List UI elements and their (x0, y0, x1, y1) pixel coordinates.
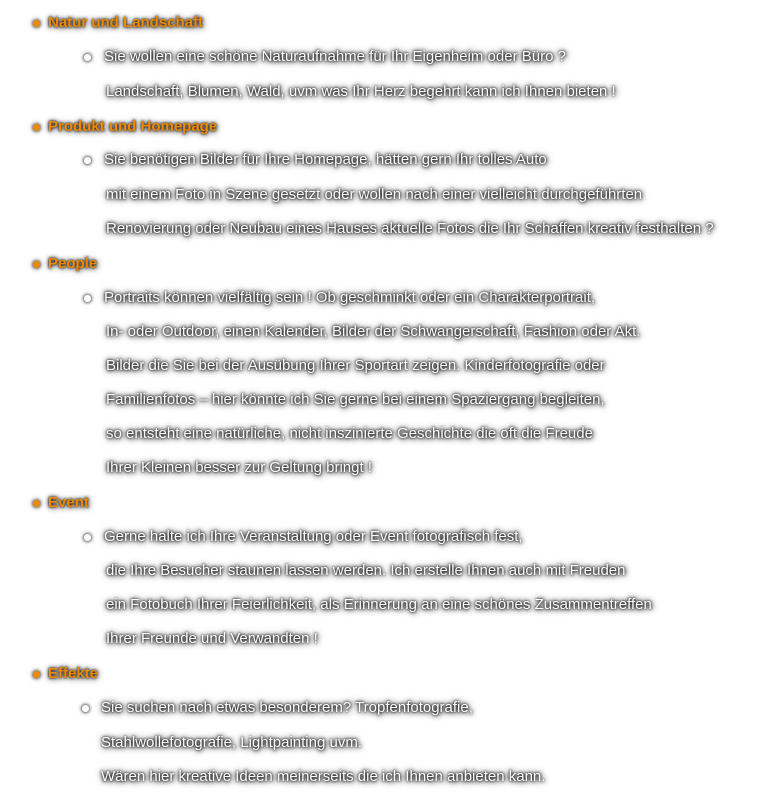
text-line: Gerne halte ich Ihre Veranstaltung oder Event fotografisch fest, (104, 528, 523, 545)
text-line: die Ihre Besucher staunen lassen werden. Ich erstelle Ihnen auch mit Freuden (106, 562, 626, 579)
sub-bullet (82, 705, 89, 712)
text-line: Wären hier kreative Ideen meinerseits die ich Ihnen anbieten kann. (101, 768, 546, 785)
section-heading-natur: Natur und Landschaft (48, 14, 204, 31)
text-line: In- oder Outdoor, einen Kalender, Bilder der Schwangerschaft, Fashion oder Akt. (106, 323, 641, 340)
section-bullet (33, 261, 40, 268)
section-heading-effekte: Effekte (48, 665, 99, 682)
text-line: Portraits können vielfältig sein ! Ob geschminkt oder ein Charakterportrait, (104, 289, 596, 306)
sub-bullet (84, 295, 91, 302)
text-line: Sie benötigen Bilder für Ihre Homepage, hätten gern Ihr tolles Auto (104, 151, 547, 168)
text-line: mit einem Foto in Szene gesetzt oder wollen nach einer vielleicht durchgeführten (106, 186, 643, 203)
text-line: Sie wollen eine schöne Naturaufnahme für Ihr Eigenheim oder Büro ? (104, 48, 566, 65)
section-heading-people: People (48, 255, 98, 272)
text-line: ein Fotobuch Ihrer Feierlichkeit, als Erinnerung an eine schönes Zusammentreffen (106, 596, 652, 613)
text-line: so entsteht eine natürliche, nicht inszinierte Geschichte die oft die Freude (106, 425, 593, 442)
section-bullet (33, 500, 40, 507)
text-line: Landschaft, Blumen, Wald, uvm was Ihr Herz begehrt kann ich Ihnen bieten ! (106, 83, 616, 100)
text-line: Stahlwollefotografie, Lightpainting uvm. (101, 734, 362, 751)
text-line: Ihrer Kleinen besser zur Geltung bringt ! (106, 459, 372, 476)
sub-bullet (84, 54, 91, 61)
section-heading-event: Event (48, 494, 89, 511)
section-bullet (33, 671, 40, 678)
sub-bullet (84, 534, 91, 541)
text-line: Sie suchen nach etwas besonderem? Tropfenfotografie, (101, 699, 473, 716)
section-heading-produkt: Produkt und Homepage (48, 118, 218, 135)
text-line: Familienfotos – hier könnte ich Sie gerne bei einem Spaziergang begleiten, (106, 391, 605, 408)
section-bullet (33, 124, 40, 131)
text-line: Bilder die Sie bei der Ausübung Ihrer Sportart zeigen. Kinderfotografie oder (106, 357, 605, 374)
text-line: Renovierung oder Neubau eines Hauses aktuelle Fotos die Ihr Schaffen kreativ festhalten ? (106, 220, 714, 237)
section-bullet (33, 20, 40, 27)
sub-bullet (84, 157, 91, 164)
text-line: Ihrer Freunde und Verwandten ! (106, 630, 318, 647)
